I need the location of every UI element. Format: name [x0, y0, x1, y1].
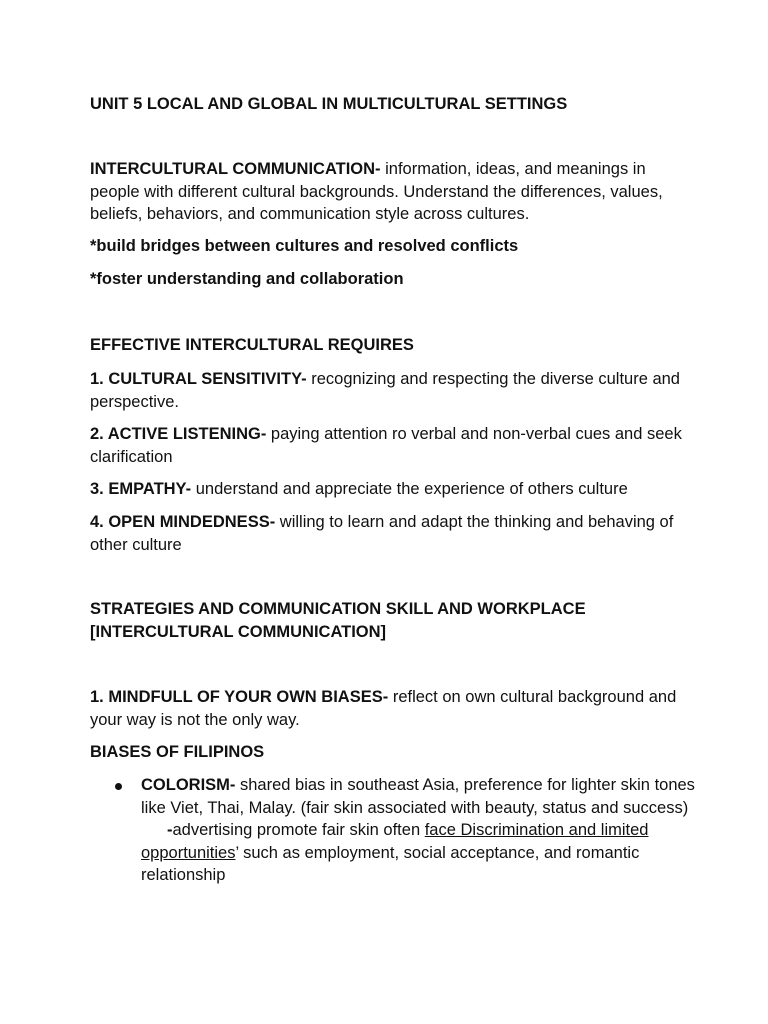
unit-title: UNIT 5 LOCAL AND GLOBAL IN MULTICULTURAL SETTINGS — [90, 95, 568, 113]
strategies-item-1-text: reflect on own cultural background and your way is not the only way. — [90, 688, 677, 729]
effective-item-3-text: understand and appreciate the experience of others culture — [191, 480, 628, 498]
effective-heading: EFFECTIVE INTERCULTURAL REQUIRES — [90, 336, 414, 354]
intercultural-definition — [90, 158, 690, 226]
biases-heading: BIASES OF FILIPINOS — [90, 743, 265, 761]
colorism-sub-lead: - — [167, 821, 173, 839]
intercultural-point-2: *foster understanding and collaboration — [90, 270, 404, 288]
effective-item-1-text: recognizing and respecting the diverse culture and perspective. — [90, 370, 680, 411]
effective-item-4-text: willing to learn and adapt the thinking and behaving of other culture — [90, 513, 674, 554]
effective-item-1-term: 1. CULTURAL SENSITIVITY- — [90, 370, 307, 388]
intercultural-term: INTERCULTURAL COMMUNICATION- — [90, 160, 381, 178]
effective-item-2-term: 2. ACTIVE LISTENING- — [90, 425, 267, 443]
strategies-item-1 — [90, 686, 690, 731]
effective-item-3-term: 3. EMPATHY- — [90, 480, 192, 498]
colorism-sub-text: advertising promote fair skin often — [172, 821, 425, 839]
intercultural-point-1: *build bridges between cultures and resolved conflicts — [90, 237, 519, 255]
bullet-icon — [115, 783, 122, 790]
strategies-item-1-term: 1. MINDFULL OF YOUR OWN BIASES- — [90, 688, 389, 706]
effective-item-2-text: paying attention ro verbal and non-verbal cues and seek clarification — [90, 425, 682, 466]
colorism-sub-underlined: face Discrimination and limited opportunities — [141, 821, 649, 862]
effective-item-4-term: 4. OPEN MINDEDNESS- — [90, 513, 276, 531]
colorism-sub-tail: ’ such as employment, social acceptance, and romantic relationship — [141, 843, 640, 884]
effective-item-3 — [90, 478, 690, 501]
strategies-heading: STRATEGIES AND COMMUNICATION SKILL AND WORKPLACE [INTERCULTURAL COMMUNICATION] — [90, 600, 586, 641]
colorism-item — [141, 774, 701, 887]
colorism-term: COLORISM- — [141, 776, 236, 794]
effective-item-4 — [90, 511, 690, 556]
intercultural-definition-text: information, ideas, and meanings in people with different cultural backgrounds. Understand the differences, values, beliefs, behaviors, and communication style across cultures. — [90, 160, 663, 223]
effective-item-1 — [90, 368, 690, 413]
effective-item-2 — [90, 423, 690, 468]
colorism-text: shared bias in southeast Asia, preference for lighter skin tones like Viet, Thai, Malay. (fair skin associated with beauty, status and success) — [141, 776, 695, 817]
